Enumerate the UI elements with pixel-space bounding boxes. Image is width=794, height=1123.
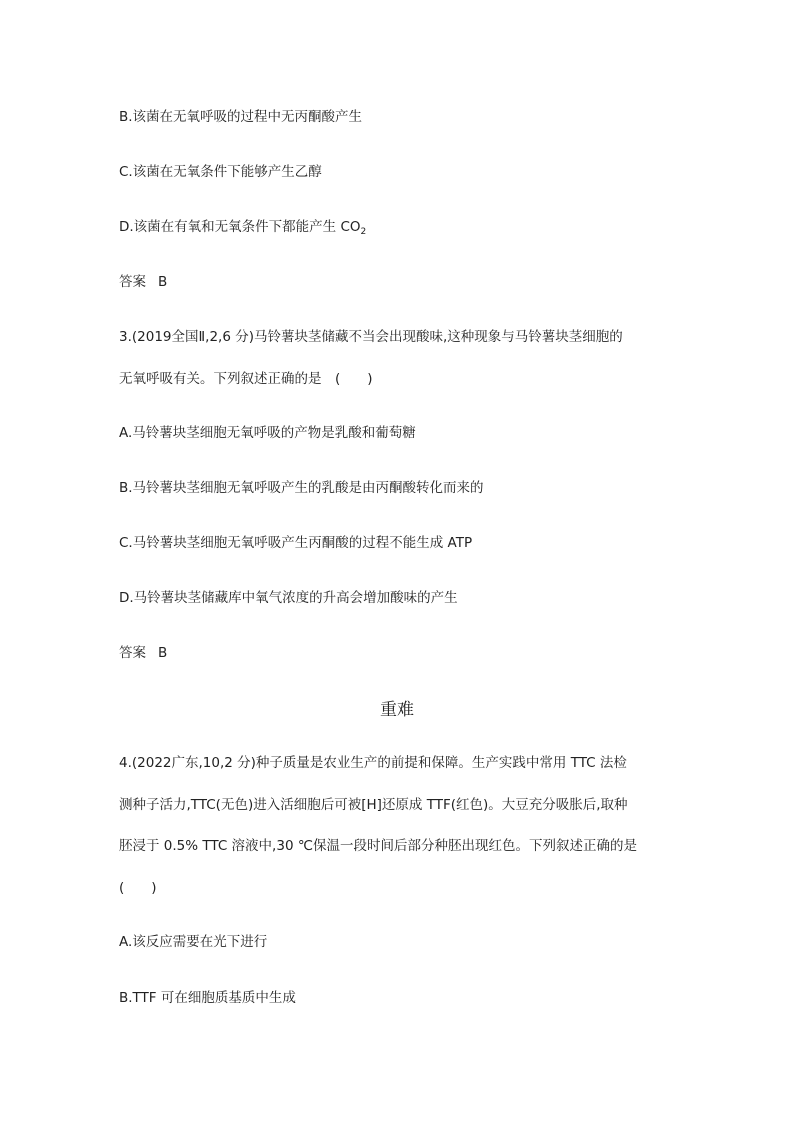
q2-option-b: B.该菌在无氧呼吸的过程中无丙酮酸产生 <box>119 109 363 125</box>
q2-answer <box>119 273 167 291</box>
q4-stem-line4: ( ) <box>119 880 157 896</box>
q3-option-c: C.马铃薯块茎细胞无氧呼吸产生丙酮酸的过程不能生成 ATP <box>119 535 473 551</box>
q2-option-d <box>119 218 366 241</box>
q2-option-d-text: D.该菌在有氧和无氧条件下都能产生 CO <box>119 219 361 235</box>
answer-label: 答案 <box>119 274 146 290</box>
section-heading: 重难 <box>380 700 414 720</box>
answer-label: 答案 <box>119 645 146 661</box>
q4-option-a: A.该反应需要在光下进行 <box>119 934 268 950</box>
answer-value: B <box>158 274 168 290</box>
answer-value: B <box>158 645 168 661</box>
q4-option-b: B.TTF 可在细胞质基质中生成 <box>119 990 296 1006</box>
q2-option-c: C.该菌在无氧条件下能够产生乙醇 <box>119 164 322 180</box>
q3-option-b: B.马铃薯块茎细胞无氧呼吸产生的乳酸是由丙酮酸转化而来的 <box>119 480 484 496</box>
q4-stem-line2: 测种子活力,TTC(无色)进入活细胞后可被[H]还原成 TTF(红色)。大豆充分吸胀后,取种 <box>119 797 628 813</box>
q4-stem-line3: 胚浸于 0.5% TTC 溶液中,30 ℃保温一段时间后部分种胚出现红色。下列叙述正确的是 <box>119 838 637 854</box>
q2-option-d-subscript: 2 <box>360 227 367 237</box>
q3-option-d: D.马铃薯块茎储藏库中氧气浓度的升高会增加酸味的产生 <box>119 590 458 606</box>
q3-answer <box>119 644 167 662</box>
q3-option-a: A.马铃薯块茎细胞无氧呼吸的产物是乳酸和葡萄糖 <box>119 425 416 441</box>
q3-stem-line2: 无氧呼吸有关。下列叙述正确的是 ( ) <box>119 371 373 387</box>
q4-stem-line1: 4.(2022广东,10,2 分)种子质量是农业生产的前提和保障。生产实践中常用 TTC 法检 <box>119 755 627 771</box>
q3-stem-line1: 3.(2019全国Ⅱ,2,6 分)马铃薯块茎储藏不当会出现酸味,这种现象与马铃薯块茎细胞的 <box>119 329 623 345</box>
